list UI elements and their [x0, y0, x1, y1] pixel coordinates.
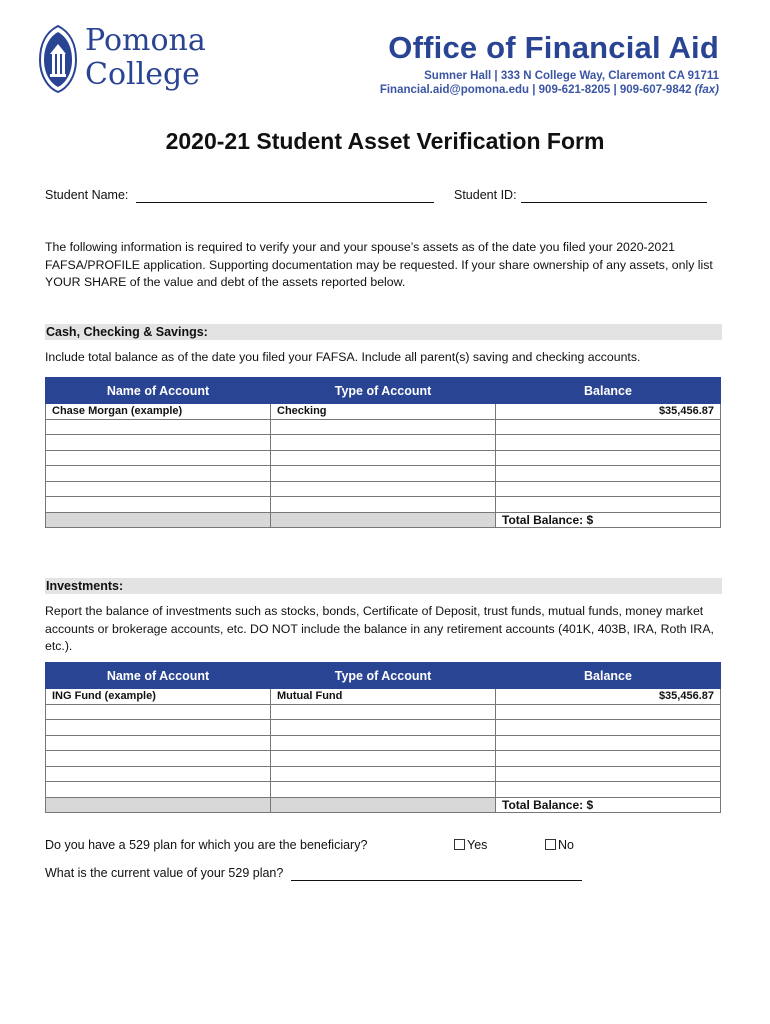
- account-name-cell[interactable]: [46, 720, 271, 736]
- table-row: [46, 751, 721, 767]
- column-header: Name of Account: [46, 378, 271, 404]
- pomona-college-logo: [38, 22, 213, 98]
- column-header: Type of Account: [271, 378, 496, 404]
- no-label: No: [558, 838, 574, 852]
- column-header: Type of Account: [271, 663, 496, 689]
- balance-cell[interactable]: [496, 735, 721, 751]
- balance-cell[interactable]: [496, 720, 721, 736]
- total-row: [46, 512, 721, 528]
- checkbox-icon: [545, 839, 556, 850]
- plan529-question: Do you have a 529 plan for which you are the beneficiary?: [45, 838, 368, 852]
- balance-cell[interactable]: [496, 450, 721, 466]
- investments-section-heading: Investments:: [45, 578, 722, 594]
- table-row: [46, 704, 721, 720]
- balance-cell[interactable]: [496, 466, 721, 482]
- balance-cell[interactable]: [496, 751, 721, 767]
- account-type-cell[interactable]: [271, 466, 496, 482]
- account-type-cell[interactable]: [271, 450, 496, 466]
- no-checkbox[interactable]: [545, 838, 574, 852]
- table-row: [46, 497, 721, 513]
- cash-accounts-table: [45, 377, 721, 528]
- account-type-cell[interactable]: Mutual Fund: [271, 689, 496, 705]
- student-name-label: Student Name:: [45, 188, 129, 202]
- cash-section-heading: Cash, Checking & Savings:: [45, 324, 722, 340]
- shaded-cell: [46, 512, 271, 528]
- column-header: Balance: [496, 663, 721, 689]
- account-type-cell[interactable]: [271, 497, 496, 513]
- yes-label: Yes: [467, 838, 488, 852]
- cash-instructions: Include total balance as of the date you filed your FAFSA. Include all parent(s) saving and checking accounts.: [45, 350, 641, 364]
- student-id-field[interactable]: [521, 202, 707, 203]
- account-type-cell[interactable]: [271, 704, 496, 720]
- total-balance-field[interactable]: Total Balance: $: [496, 797, 721, 813]
- account-type-cell[interactable]: [271, 782, 496, 798]
- student-name-field[interactable]: [136, 202, 434, 203]
- plan529-value-question: What is the current value of your 529 plan?: [45, 866, 284, 880]
- column-header: Name of Account: [46, 663, 271, 689]
- student-id-label: Student ID:: [454, 188, 517, 202]
- column-header: Balance: [496, 378, 721, 404]
- fax-label: (fax): [694, 84, 719, 96]
- account-type-cell[interactable]: [271, 720, 496, 736]
- shaded-cell: [271, 512, 496, 528]
- account-type-cell[interactable]: Checking: [271, 404, 496, 420]
- balance-cell[interactable]: [496, 481, 721, 497]
- yes-checkbox[interactable]: [454, 838, 487, 852]
- table-row: [46, 782, 721, 798]
- account-name-cell[interactable]: [46, 435, 271, 451]
- balance-cell[interactable]: [496, 782, 721, 798]
- balance-cell[interactable]: [496, 419, 721, 435]
- office-contact: [380, 84, 719, 96]
- office-address: Sumner Hall | 333 N College Way, Claremont CA 91711: [424, 70, 719, 82]
- account-name-cell[interactable]: [46, 481, 271, 497]
- account-name-cell[interactable]: ING Fund (example): [46, 689, 271, 705]
- intro-paragraph: The following information is required to verify your and your spouse’s assets as of the date you filed your 2020-2021 FAFSA/PROFILE application. Supporting documentation may be requested. If your share ownership of any assets, only list YOUR SHARE of the value and debt of the assets reported below.: [45, 240, 713, 289]
- total-row: [46, 797, 721, 813]
- account-name-cell[interactable]: [46, 782, 271, 798]
- table-row: [46, 466, 721, 482]
- account-name-cell[interactable]: [46, 466, 271, 482]
- balance-cell[interactable]: [496, 435, 721, 451]
- office-title: Office of Financial Aid: [388, 30, 719, 65]
- balance-cell[interactable]: [496, 497, 721, 513]
- table-row: [46, 435, 721, 451]
- table-row: [46, 450, 721, 466]
- form-title: 2020-21 Student Asset Verification Form: [165, 128, 605, 154]
- investments-instructions: Report the balance of investments such as stocks, bonds, Certificate of Deposit, trust funds, mutual funds, money market accounts or brokerage accounts, etc. DO NOT include the balance in any retirement accounts (401K, 403B, IRA, Roth IRA, etc.).: [45, 604, 714, 653]
- account-name-cell[interactable]: [46, 735, 271, 751]
- account-name-cell[interactable]: [46, 751, 271, 767]
- account-name-cell[interactable]: [46, 497, 271, 513]
- logo-line-2: College: [85, 57, 200, 92]
- table-row: [46, 766, 721, 782]
- balance-cell[interactable]: $35,456.87: [496, 404, 721, 420]
- account-type-cell[interactable]: [271, 419, 496, 435]
- total-balance-field[interactable]: Total Balance: $: [496, 512, 721, 528]
- account-type-cell[interactable]: [271, 435, 496, 451]
- checkbox-icon: [454, 839, 465, 850]
- account-type-cell[interactable]: [271, 751, 496, 767]
- shaded-cell: [271, 797, 496, 813]
- table-row: [46, 419, 721, 435]
- table-row: [46, 404, 721, 420]
- college-seal-icon: [38, 24, 78, 94]
- logo-line-1: Pomona: [85, 23, 206, 58]
- balance-cell[interactable]: [496, 704, 721, 720]
- table-row: [46, 720, 721, 736]
- balance-cell[interactable]: [496, 766, 721, 782]
- table-row: [46, 735, 721, 751]
- account-name-cell[interactable]: [46, 450, 271, 466]
- account-type-cell[interactable]: [271, 481, 496, 497]
- contact-details: Financial.aid@pomona.edu | 909-621-8205 | 909-607-9842: [379, 84, 692, 96]
- table-row: [46, 689, 721, 705]
- account-type-cell[interactable]: [271, 766, 496, 782]
- table-row: [46, 481, 721, 497]
- account-name-cell[interactable]: [46, 704, 271, 720]
- account-name-cell[interactable]: [46, 766, 271, 782]
- account-name-cell[interactable]: [46, 419, 271, 435]
- plan529-value-field[interactable]: [291, 880, 582, 881]
- investments-table: [45, 662, 721, 813]
- shaded-cell: [46, 797, 271, 813]
- account-name-cell[interactable]: Chase Morgan (example): [46, 404, 271, 420]
- balance-cell[interactable]: $35,456.87: [496, 689, 721, 705]
- account-type-cell[interactable]: [271, 735, 496, 751]
